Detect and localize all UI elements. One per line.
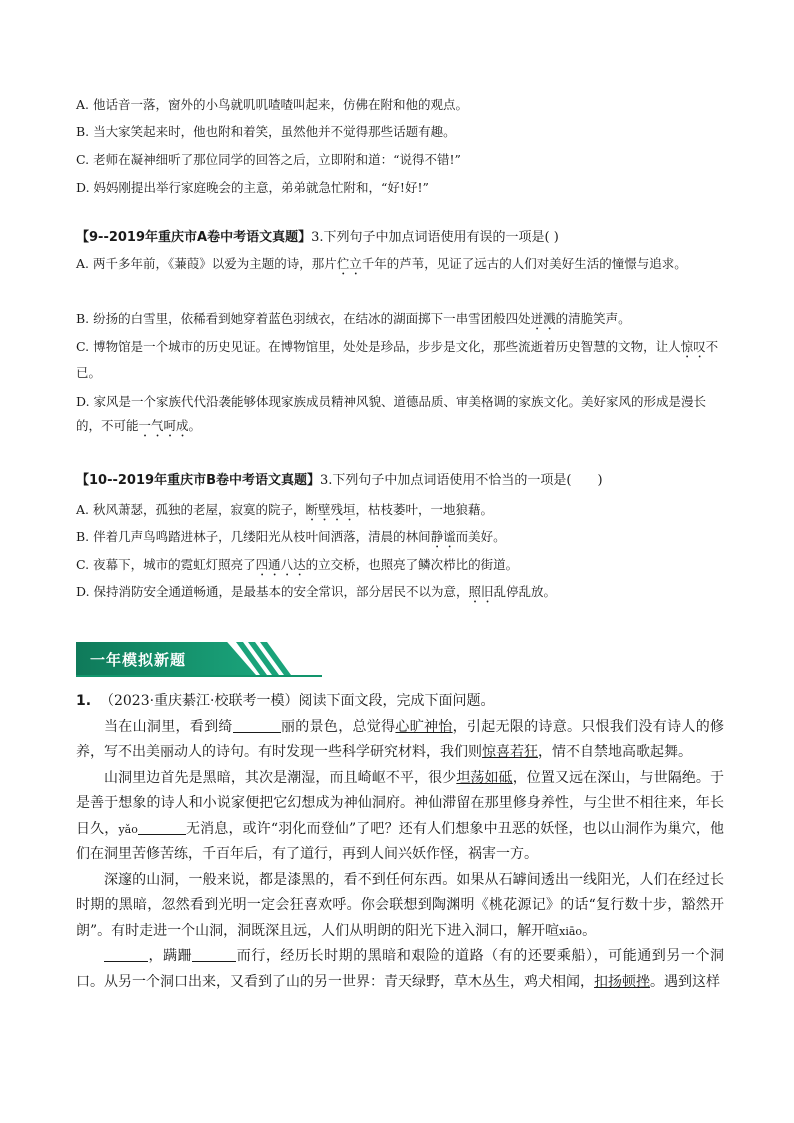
- q8-option-a: A. 他话音一落，窗外的小鸟就叽叽喳喳叫起来，仿佛在附和他的观点。: [76, 97, 468, 112]
- q10-stem: 3.下列句子中加点词语使用不恰当的一项是( ): [319, 473, 603, 488]
- question-number: 1.: [76, 693, 92, 709]
- question-heading: [76, 689, 724, 715]
- q10-option-c: C. 夜幕下，城市的霓虹灯照亮了四通八达的立交桥，也照亮了鳞次栉比的街道。: [76, 557, 519, 572]
- dotted-word: 断壁残垣: [305, 502, 356, 517]
- question-instruction: 阅读下面文段，完成下面问题。: [298, 693, 495, 709]
- fill-blank[interactable]: [233, 718, 281, 733]
- q10-heading: [76, 472, 603, 490]
- pinyin: yǎo: [118, 822, 138, 836]
- q9-stem: 3.下列句子中加点词语使用有误的一项是( ): [311, 230, 559, 245]
- banner-underline: [76, 675, 322, 677]
- fill-blank[interactable]: [138, 820, 186, 835]
- dotted-word: 四通八达: [255, 557, 306, 572]
- q10-option-d: D. 保持消防安全通道畅通，是最基本的安全常识，部分居民不以为意，照旧乱停乱放。: [76, 584, 557, 599]
- paragraph-2: 山洞里边首先是黑暗，其次是潮湿，而且崎岖不平，很少坦荡如砥，位置又远在深山，与世隔绝。于是善于想象的诗人和小说家便把它幻想成为神仙洞府。神仙滞留在那里修身养性，与尘世不相往来，年长日久，yǎo 无消息，或许“羽化而登仙”了吧？还有人们想象中丑恶的妖怪，也以山洞作为巢穴，他们在洞里苦修苦练，千百年后，有了道行，再到人间兴妖作怪，祸害一方。: [76, 769, 725, 862]
- paragraph-3: 深邃的山洞，一般来说，都是漆黑的，看不到任何东西。如果从石罅间透出一线阳光，人们在经过长时期的黑暗，忽然看到光明一定会狂喜欢呼。你会联想到陶渊明《桃花源记》的话“复行数十步，豁然开朗”。有时走进一个山洞，洞既深且远，人们从明朗的阳光下进入洞口，解开喧xiāo。: [76, 871, 724, 939]
- underlined-word: 扣扬顿挫: [594, 973, 650, 990]
- dotted-word: 惊叹: [680, 339, 706, 354]
- paragraph-1: 当在山洞里，看到绮 丽的景色，总觉得心旷神怡，引起无限的诗意。只恨我们没有诗人的修养，写不出美丽动人的诗句。有时发现一些科学研究材料，我们则惊喜若狂，情不自禁地高歌起舞。: [76, 718, 725, 760]
- passage: [76, 689, 724, 995]
- q9-option-d: D. 家风是一个家族代代沿袭能够体现家族成员精神风貌、道德品质、审美格调的家族文化。美好家风的形成是漫长的，不可能一气呵成。: [76, 394, 707, 433]
- underlined-word: 惊喜若狂: [482, 744, 538, 760]
- q8-option-b: B. 当大家笑起来时，他也附和着笑，虽然他并不觉得那些话题有趣。: [76, 124, 456, 139]
- q8-option-d: D. 妈妈刚提出举行家庭晚会的主意，弟弟就急忙附和，“好!好!”: [76, 180, 429, 195]
- q9-heading: [76, 229, 559, 247]
- dotted-word: 照旧: [468, 584, 494, 599]
- section-title: 一年模拟新题: [90, 651, 187, 669]
- underlined-word: 心旷神怡: [395, 718, 453, 735]
- q9-option-a: A. 两千多年前，《蒹葭》以爱为主题的诗，那片伫立千年的芦苇，见证了远古的人们对美好生活的憧憬与追求。: [76, 256, 687, 271]
- dotted-word: 一气呵成: [138, 418, 189, 433]
- q10-option-b: B. 伴着几声鸟鸣踏进林子，几缕阳光从枝叶间洒落，清晨的林间静谧而美好。: [76, 529, 506, 544]
- q10-option-a: A. 秋风萧瑟，孤独的老屋，寂寞的院子，断壁残垣，枯枝萎叶，一地狼藉。: [76, 502, 494, 517]
- pinyin: xiāo: [559, 924, 583, 938]
- dotted-word: 迸溅: [530, 311, 556, 326]
- fill-blank[interactable]: [192, 947, 236, 962]
- q10-source-tag: 【10--2019年重庆市B卷中考语文真题】: [76, 473, 320, 488]
- fill-blank[interactable]: [104, 947, 148, 962]
- q9-source-tag: 【9--2019年重庆市A卷中考语文真题】: [76, 230, 312, 245]
- dotted-word: 静谧: [430, 529, 456, 544]
- paragraph-4: ，蹒跚 而行，经历长时期的黑暗和艰险的道路（有的还要乘船），可能通到另一个洞口。从另一个洞口出来，又看到了山的另一世界：青天绿野，草木丛生，鸡犬相闻，扣扬顿挫。遇到这样: [76, 948, 725, 990]
- dotted-word: 伫立: [336, 256, 362, 271]
- q8-option-c: C. 老师在凝神细听了那位同学的回答之后，立即附和道：“说得不错!”: [76, 152, 461, 167]
- q9-option-b: B. 纷扬的白雪里，依稀看到她穿着蓝色羽绒衣，在结冰的湖面掷下一串雪团般四处迸溅的清脆笑声。: [76, 311, 631, 326]
- q9-option-c: C. 博物馆是一个城市的历史见证。在博物馆里，处处是珍品，步步是文化，那些流逝着历史智慧的文物，让人惊叹不已。: [76, 339, 719, 380]
- question-source: （2023·重庆綦江·校联考一模）: [99, 693, 299, 709]
- underlined-word: 坦荡如砥: [456, 769, 513, 786]
- section-banner: [76, 642, 322, 678]
